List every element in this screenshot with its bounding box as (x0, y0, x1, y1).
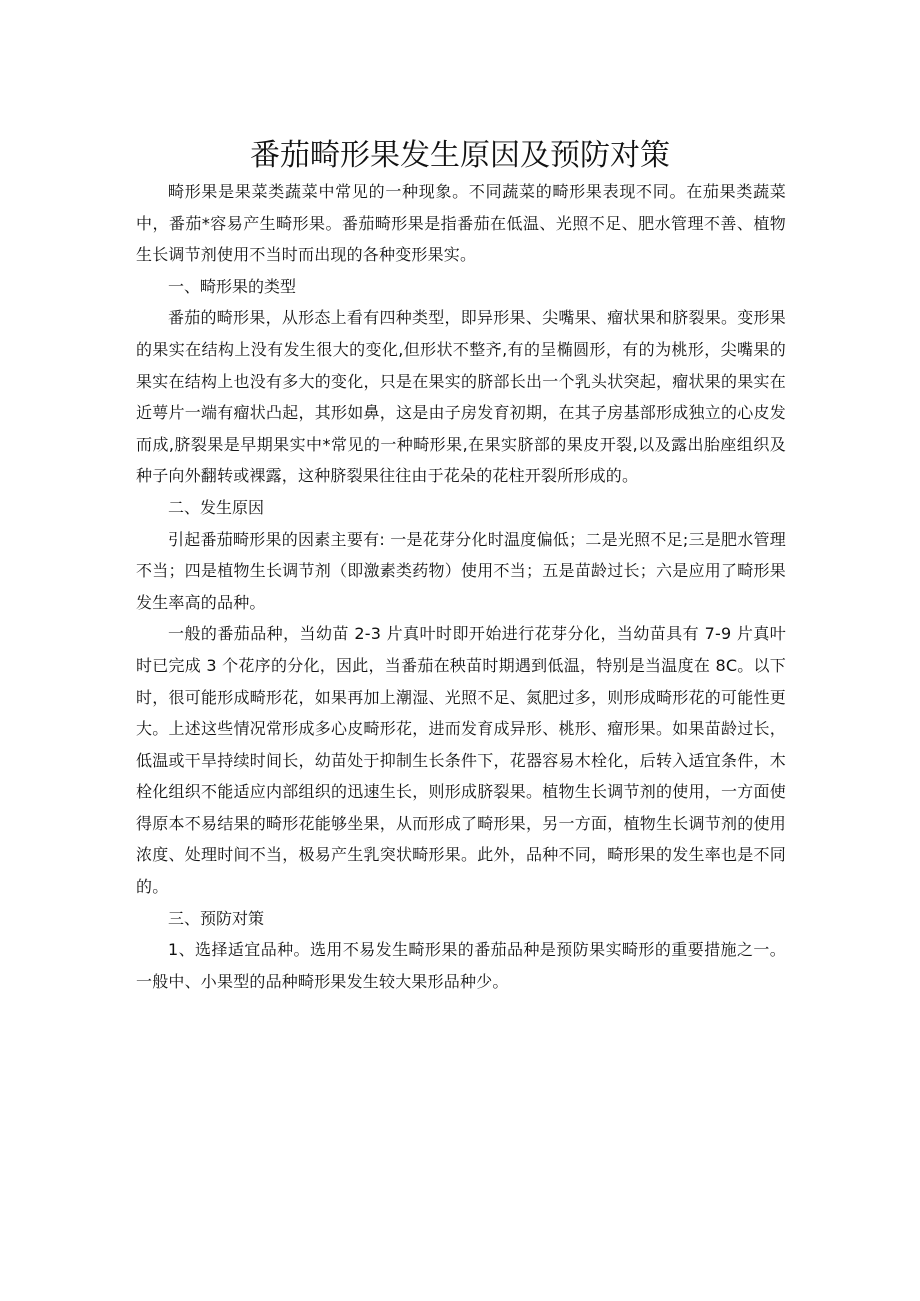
intro-paragraph: 畸形果是果菜类蔬菜中常见的一种现象。不同蔬菜的畸形果表现不同。在茄果类蔬菜中，番茄*容易产生畸形果。番茄畸形果是指番茄在低温、光照不足、肥水管理不善、植物生长调节剂使用不当时而出现的各种变形果实。 (136, 182, 786, 265)
document-title: 番茄畸形果发生原因及预防对策 (250, 138, 670, 174)
causes-paragraph-1: 引起番茄畸形果的因素主要有: 一是花芽分化时温度偏低；二是光照不足;三是肥水管理不当；四是植物生长调节剂（即激素类药物）使用不当；五是苗龄过长；六是应用了畸形果发生率高的品种。 (136, 529, 786, 612)
section-heading-prevention: 三、预防对策 (168, 908, 265, 928)
types-paragraph: 番茄的畸形果，从形态上看有四种类型，即异形果、尖嘴果、瘤状果和脐裂果。变形果的果实在结构上没有发生很大的变化,但形状不整齐,有的呈椭圆形，有的为桃形，尖嘴果的果实在结构上也没有多大的变化，只是在果实的脐部长出一个乳头状突起，瘤状果的果实在近萼片一端有瘤状凸起，其形如鼻，这是由子房发育初期，在其子房基部形成独立的心皮发而成,脐裂果是早期果实中*常见的一种畸形果,在果实脐部的果皮开裂,以及露出胎座组织及种子向外翻转或裸露，这种脐裂果往往由于花朵的花柱开裂所形成的。 (136, 308, 786, 486)
prevention-paragraph-1: 1、选择适宜品种。选用不易发生畸形果的番茄品种是预防果实畸形的重要措施之一。一般中、小果型的品种畸形果发生较大果形品种少。 (136, 940, 786, 991)
section-heading-causes: 二、发生原因 (168, 497, 265, 517)
causes-paragraph-2: 一般的番茄品种，当幼苗 2-3 片真叶时即开始进行花芽分化，当幼苗具有 7-9 片真叶时已完成 3 个花序的分化，因此，当番茄在秧苗时期遇到低温，特别是当温度在 8C。以下时，很可能形成畸形花，如果再加上潮湿、光照不足、氮肥过多，则形成畸形花的可能性更大。上述这些情况常形成多心皮畸形花，进而发育成异形、桃形、瘤形果。如果苗龄过长，低温或干旱持续时间长，幼苗处于抑制生长条件下，花器容易木栓化，后转入适宜条件，木栓化组织不能适应内部组织的迅速生长，则形成脐裂果。植物生长调节剂的使用，一方面使得原本不易结果的畸形花能够坐果，从而形成了畸形果，另一方面，植物生长调节剂的使用浓度、处理时间不当，极易产生乳突状畸形果。此外，品种不同，畸形果的发生率也是不同的。 (136, 624, 786, 897)
section-heading-types: 一、畸形果的类型 (168, 276, 297, 296)
document-body (136, 176, 786, 997)
